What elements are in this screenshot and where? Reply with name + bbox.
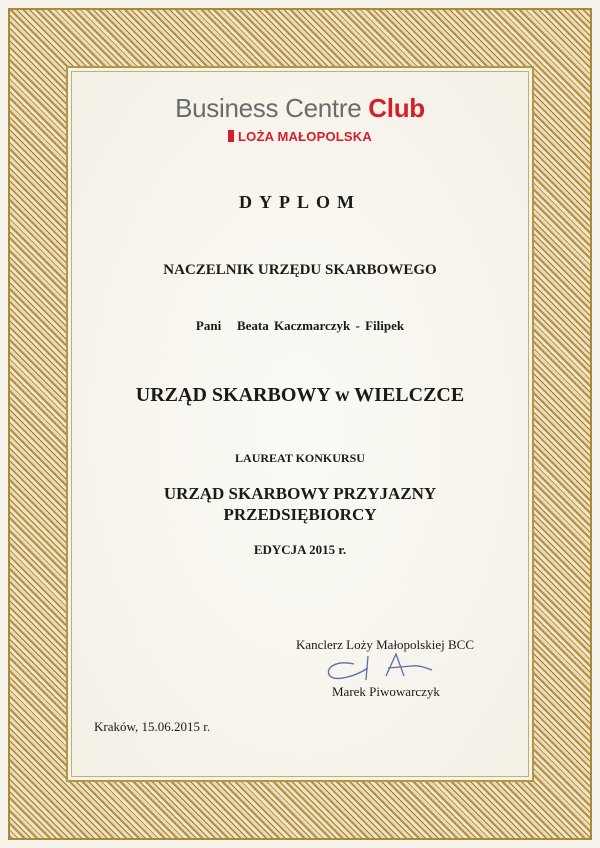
office-name: URZĄD SKARBOWY w WIELCZCE (135, 384, 465, 406)
logo-subtitle-text: LOŻA MAŁOPOLSKA (238, 129, 372, 144)
place-date: Kraków, 15.06.2015 r. (94, 719, 211, 734)
edition-label: EDYCJA 2015 r. (253, 542, 347, 557)
recipient-position: NACZELNIK URZĘDU SKARBOWEGO (163, 262, 437, 278)
logo-subtitle (0, 129, 600, 144)
contest-name-line1: URZĄD SKARBOWY PRZYJAZNY (163, 484, 437, 503)
handwritten-signature (316, 646, 436, 686)
diploma-heading: DYPLOM (239, 192, 361, 212)
bcc-logo (0, 93, 600, 124)
logo-mark-icon (228, 130, 234, 142)
logo-name: Business Centre (175, 93, 369, 123)
award-label: LAUREAT KONKURSU (235, 451, 365, 465)
signer-name: Marek Piwowarczyk (332, 684, 440, 699)
recipient-name: Pani Beata Kaczmarczyk - Filipek (195, 318, 405, 333)
logo-club: Club (368, 93, 425, 123)
chancellor-title: Kanclerz Loży Małopolskiej BCC (296, 637, 474, 652)
contest-name-line2: PRZEDSIĘBIORCY (223, 505, 377, 524)
